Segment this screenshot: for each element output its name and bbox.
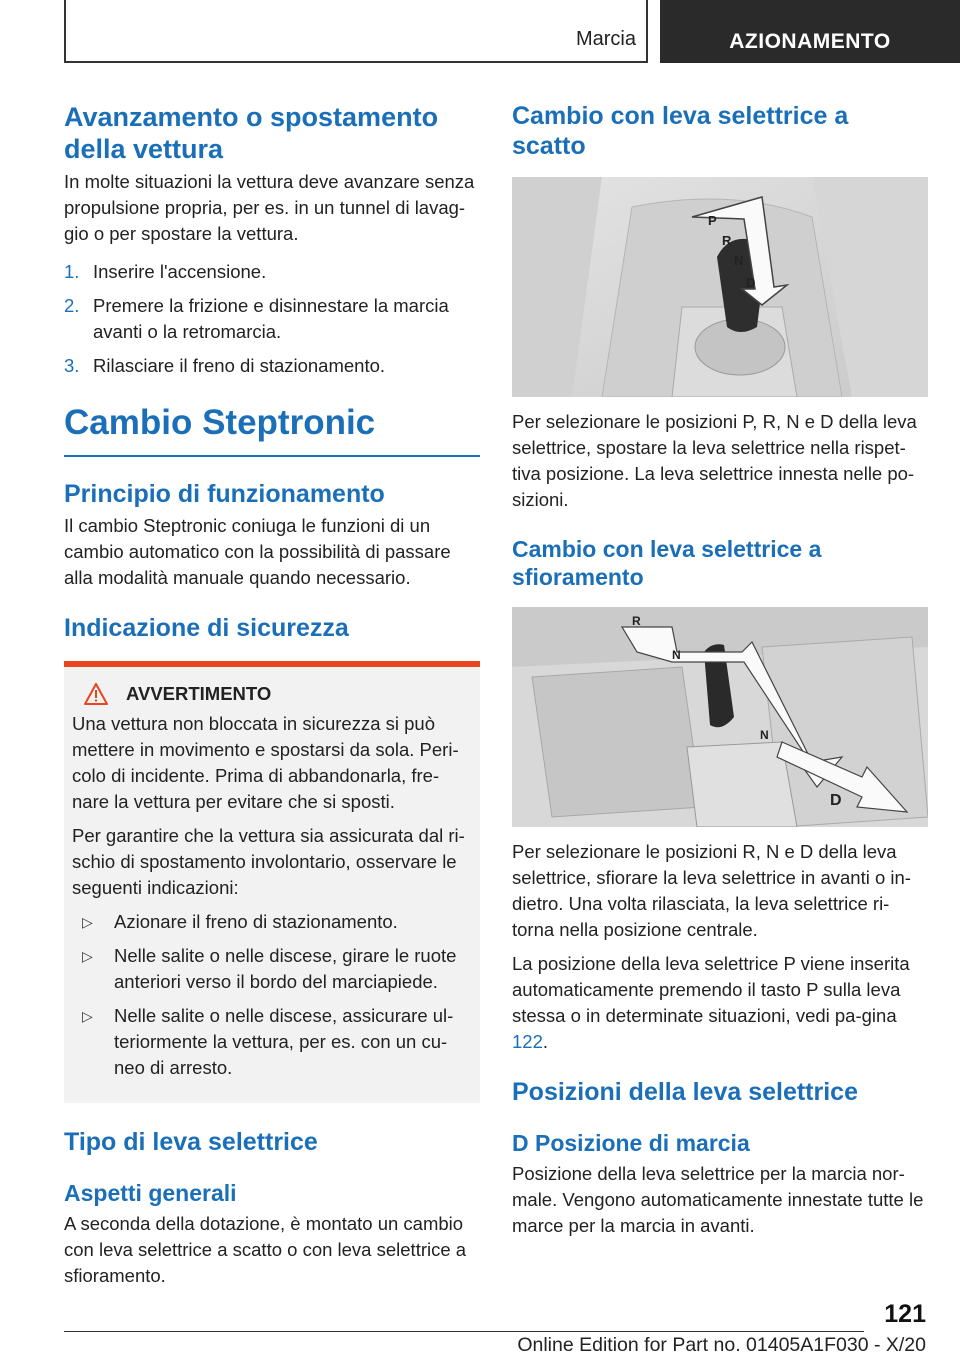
heading-general: Aspetti generali <box>64 1180 237 1206</box>
page-link[interactable]: 122 <box>512 1031 543 1052</box>
triangle-bullet-icon: ▷ <box>82 1008 93 1024</box>
paragraph-principle: Il cambio Steptronic coniuga le funzioni di un cambio automatico con la possibilità di passare alla modalità manuale quando necessario. <box>64 515 451 588</box>
section-title: Marcia <box>575 28 636 50</box>
step-text: Inserire l'accensione. <box>93 261 267 282</box>
heading-snap-lever: Cambio con leva selettrice a scatto <box>512 102 849 160</box>
heading-lever-type: Tipo di leva selettrice <box>64 1128 318 1156</box>
heading-principle: Principio di funzionamento <box>64 480 385 508</box>
warning-triangle-icon <box>84 683 108 705</box>
list-item: ▷ Azionare il freno di stazionamento. <box>72 909 472 935</box>
gear-label-d: D <box>830 792 842 809</box>
warning-box <box>64 661 480 1103</box>
warning-paragraph: Una vettura non bloccata in sicurezza si può mettere in movimento e spostarsi da sola. Peri-colo di incidente. Prima di abbandonarla, fre-nare la vettura per evitare che si sposti. <box>72 713 459 812</box>
gear-label-r: R <box>632 614 641 628</box>
heading-steptronic: Cambio Steptronic <box>64 403 376 442</box>
paragraph-touch-2: La posizione della leva selettrice P viene inserita automaticamente premendo il tasto P sulla leva stessa o in determinate situazioni, vedi pa-gina 122. <box>512 953 910 1052</box>
heading-drive-position: D Posizione di marcia <box>512 1130 750 1156</box>
triangle-bullet-icon: ▷ <box>82 948 93 964</box>
gear-label-d: D <box>746 275 756 290</box>
heading-rule <box>64 455 480 457</box>
paragraph-drive: Posizione della leva selettrice per la marcia nor-male. Vengono automaticamente innestate tutte le marce per la marcia in avanti. <box>512 1163 924 1236</box>
step-item <box>64 259 480 285</box>
footer-edition: Online Edition for Part no. 01405A1F030 - X/20 <box>517 1334 926 1356</box>
triangle-bullet-icon: ▷ <box>82 914 93 930</box>
step-number: 3. <box>64 355 80 376</box>
step-item <box>64 353 480 379</box>
right-column <box>512 101 928 1239</box>
gear-label-p: P <box>708 213 717 228</box>
chapter-tab: AZIONAMENTO <box>660 0 960 63</box>
page-number: 121 <box>884 1300 926 1328</box>
snap-selector-lever-image <box>512 177 928 397</box>
step-number: 1. <box>64 261 80 282</box>
warning-title: AVVERTIMENTO <box>126 683 272 704</box>
touch-selector-lever-image <box>512 607 928 827</box>
heading-moving-vehicle: Avanzamento o spostamento della vettura <box>64 102 439 164</box>
step-item <box>64 293 480 345</box>
list-item: ▷ Nelle salite o nelle discese, assicurare ul-teriormente la vettura, per es. con un cu-neo di arresto. <box>82 1005 454 1078</box>
heading-safety: Indicazione di sicurezza <box>64 614 349 642</box>
footer-rule <box>64 1331 864 1332</box>
heading-positions: Posizioni della leva selettrice <box>512 1078 858 1106</box>
gear-label-r: R <box>722 233 732 248</box>
gear-label-n: N <box>760 728 769 742</box>
paragraph-touch-1: Per selezionare le posizioni R, N e D della leva selettrice, sfiorare la leva selettrice in avanti o in-dietro. Una volta rilasciata, la leva selettrice ri-torna nella posizione centrale. <box>512 841 911 940</box>
warning-title-row <box>84 683 472 705</box>
step-text: Premere la frizione e disinnestare la marcia avanti o la retromarcia. <box>93 295 449 342</box>
list-item: ▷ Nelle salite o nelle discese, girare le ruote anteriori verso il bordo del marciapiede. <box>82 945 457 992</box>
paragraph-moving-vehicle: In molte situazioni la vettura deve avanzare senza propulsione propria, per es. in un tunnel di lavag-gio o per spostare la vettura. <box>64 171 475 244</box>
gear-label-n: N <box>672 648 681 662</box>
paragraph-general: A seconda della dotazione, è montato un cambio con leva selettrice a scatto o con leva selettrice a sfioramento. <box>64 1213 467 1286</box>
gear-label-n: N <box>734 253 744 268</box>
heading-touch-lever: Cambio con leva selettrice a sfioramento <box>512 536 822 590</box>
warning-paragraph: Per garantire che la vettura sia assicurata dal ri-schio di spostamento involontario, osservare le seguenti indicazioni: <box>72 825 465 898</box>
left-column <box>64 101 480 1289</box>
step-text: Rilasciare il freno di stazionamento. <box>93 355 386 376</box>
steps-list <box>64 259 480 379</box>
paragraph-snap: Per selezionare le posizioni P, R, N e D della leva selettrice, spostare la leva selettrice nella rispet-tiva posizione. La leva selettrice innesta nelle po-sizioni. <box>512 411 917 510</box>
step-number: 2. <box>64 295 80 316</box>
warning-list <box>72 909 472 1081</box>
